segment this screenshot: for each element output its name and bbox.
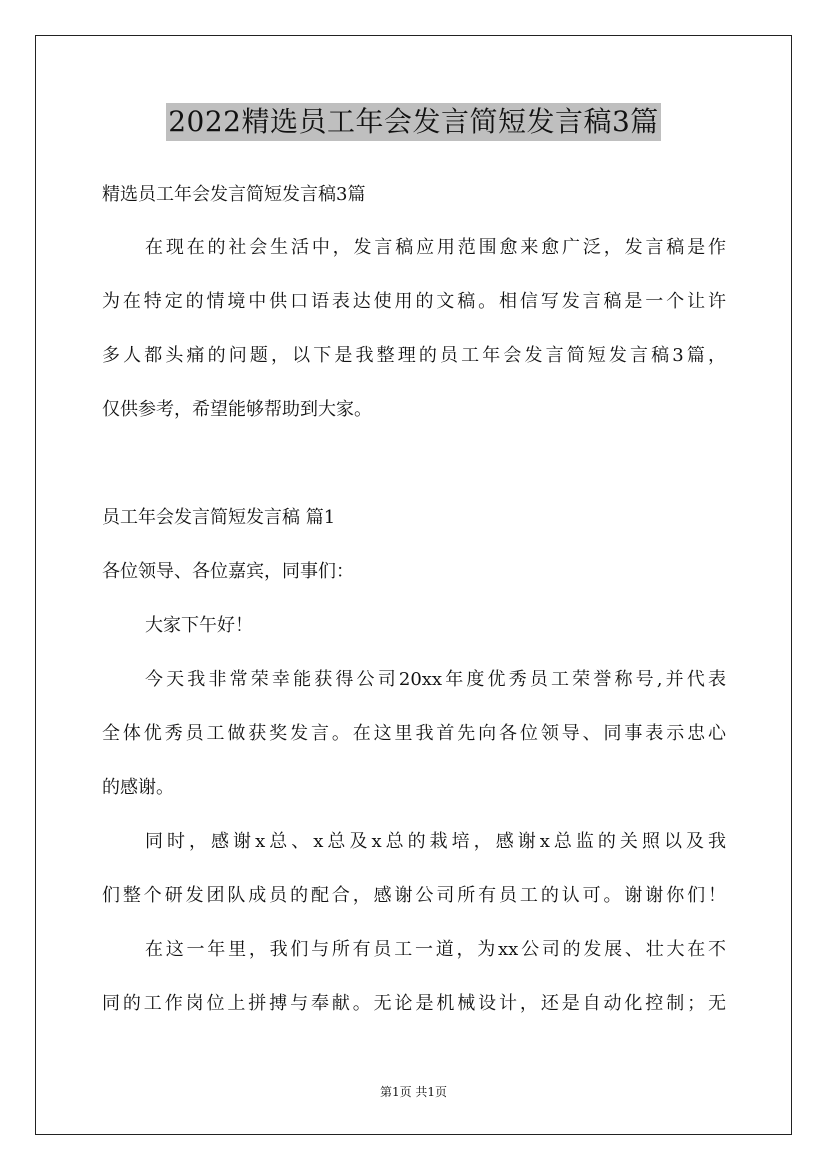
para1-line-1: 今天我非常荣幸能获得公司20xx年度优秀员工荣誉称号,并代表	[145, 669, 726, 690]
intro-line-3: 多人都头痛的问题，以下是我整理的员工年会发言简短发言稿3篇，	[102, 345, 726, 366]
para3-line-2: 同的工作岗位上拼搏与奉献。无论是机械设计，还是自动化控制；无	[102, 993, 726, 1014]
document-title: 2022精选员工年会发言简短发言稿3篇	[166, 103, 661, 141]
document-title-block	[0, 103, 827, 143]
para3-line-1: 在这一年里，我们与所有员工一道，为xx公司的发展、壮大在不	[145, 939, 726, 960]
intro-line-2: 为在特定的情境中供口语表达使用的文稿。相信写发言稿是一个让许	[102, 291, 726, 312]
intro-line-1: 在现在的社会生活中，发言稿应用范围愈来愈广泛，发言稿是作	[145, 237, 726, 258]
para2-line-2: 们整个研发团队成员的配合，感谢公司所有员工的认可。谢谢你们！	[102, 885, 726, 906]
section1-heading: 员工年会发言简短发言稿 篇1	[102, 507, 336, 528]
para1-line-3: 的感谢。	[102, 777, 174, 798]
greeting: 大家下午好！	[145, 615, 253, 636]
intro-line-4: 仅供参考，希望能够帮助到大家。	[102, 399, 372, 420]
para2-line-1: 同时，感谢x总、x总及x总的栽培，感谢x总监的关照以及我	[145, 831, 726, 852]
document-subtitle: 精选员工年会发言简短发言稿3篇	[102, 184, 366, 205]
salutation: 各位领导、各位嘉宾，同事们：	[102, 561, 354, 582]
page-number-footer: 第1页 共1页	[379, 1085, 448, 1099]
para1-line-2: 全体优秀员工做获奖发言。在这里我首先向各位领导、同事表示忠心	[102, 723, 726, 744]
